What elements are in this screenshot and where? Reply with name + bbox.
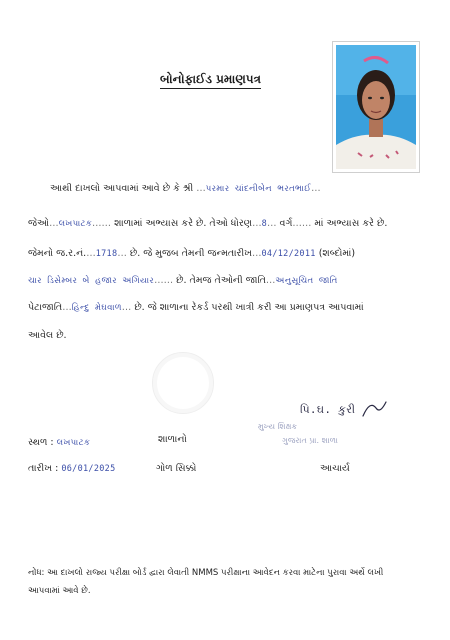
line3-prefix: જેમનો જ.ર.નં. [28,248,87,259]
line4-mid: છે. તેમજ તેઓની જાતિ [176,275,266,286]
line1-prefix: આથી દાખલો આપવામાં આવે છે કે શ્રી [50,183,194,194]
body-line-6: આવેલ છે. [28,330,67,341]
student-photo [333,42,419,172]
seal-line-2: ગુજરાત પ્રા. શાળા [282,436,338,445]
line2-mid: શાળામાં અભ્યાસ કરે છે. તેઓ ધોરણ [114,218,253,229]
body-line-5: પેટાજાતિ…હિન્દુ મેઘવાળ… છે. જે શાળાના રેકર્ડ પરથી ખાત્રી કરી આ પ્રમાણપત્ર આપવામાં [28,302,364,313]
body-line-1: આથી દાખલો આપવામાં આવે છે કે શ્રી …પરમાર ચાંદનીબેન ભરતભાઈ… [50,183,321,194]
class-label: વર્ગ [279,218,293,229]
certificate-title: બોનોફાઈડ પ્રમાણપત્ર [160,72,261,89]
school-name: લખપાટક [58,219,93,229]
line2-prefix: જેઓ [28,218,50,229]
date-label: તારીખ : [28,463,59,474]
place-value: લખપાટક [56,438,91,448]
line3-suffix: (શબ્દોમાં) [318,248,356,259]
seal-line-1: મુખ્ય શિક્ષક [258,422,298,431]
birth-date: 04/12/2011 [261,249,316,259]
caste-value: અનુસૂચિત જાતિ [275,276,338,286]
signature-flourish-icon [360,398,390,420]
student-photo-icon [336,45,416,169]
student-name: પરમાર ચાંદનીબેન ભરતભાઈ [205,184,312,194]
line2-suffix: માં અભ્યાસ કરે છે. [314,218,388,229]
line3-mid: છે. જે મુજબ તેમની જન્મતારીખ [129,248,252,259]
line5-prefix: પેટાજાતિ [28,302,63,313]
seal-label: ગોળ સિક્કો [156,463,197,474]
register-number: 1718 [95,249,118,259]
principal-label: આચાર્ય [320,463,350,474]
body-line-3: જેમનો જ.ર.નં.…1718… છે. જે મુજબ તેમની જન્મતારીખ…04/12/2011 (શબ્દોમાં) [28,248,356,259]
body-line-2: જેઓ…લખપાટક…… શાળામાં અભ્યાસ કરે છે. તેઓ ધોરણ…8… વર્ગ…… માં અભ્યાસ કરે છે. [28,218,388,229]
place-row [28,437,90,448]
place-label: સ્થળ : [28,437,54,448]
signature-text: પિ.ઘ. કુરી [300,403,356,416]
school-label: શાળાનો [158,434,187,445]
principal-signature [300,398,355,417]
note-line-2: આપવામાં આવે છે. [28,586,91,596]
birth-date-in-words: ચાર ડિસેમ્બર બે હજાર અગિયાર [28,276,155,286]
date-value: 06/01/2025 [61,464,116,474]
line5-suffix: છે. જે શાળાના રેકર્ડ પરથી ખાત્રી કરી આ પ્રમાણપત્ર આપવામાં [134,302,364,313]
note-line-1: નોંધ: આ દાખલો રાજ્ય પરીક્ષા બોર્ડ દ્વારા લેવાતી NMMS પરીક્ષાના આવેદન કરવા માટેના પુરાવા અર્થે લખી [28,568,384,578]
body-line-4: ચાર ડિસેમ્બર બે હજાર અગિયાર…… છે. તેમજ તેઓની જાતિ…અનુસૂચિત જાતિ [28,275,338,286]
sub-caste-value: હિન્દુ મેઘવાળ [71,303,122,313]
date-row [28,463,116,474]
standard-value: 8 [261,219,267,229]
faded-round-stamp [152,352,214,414]
